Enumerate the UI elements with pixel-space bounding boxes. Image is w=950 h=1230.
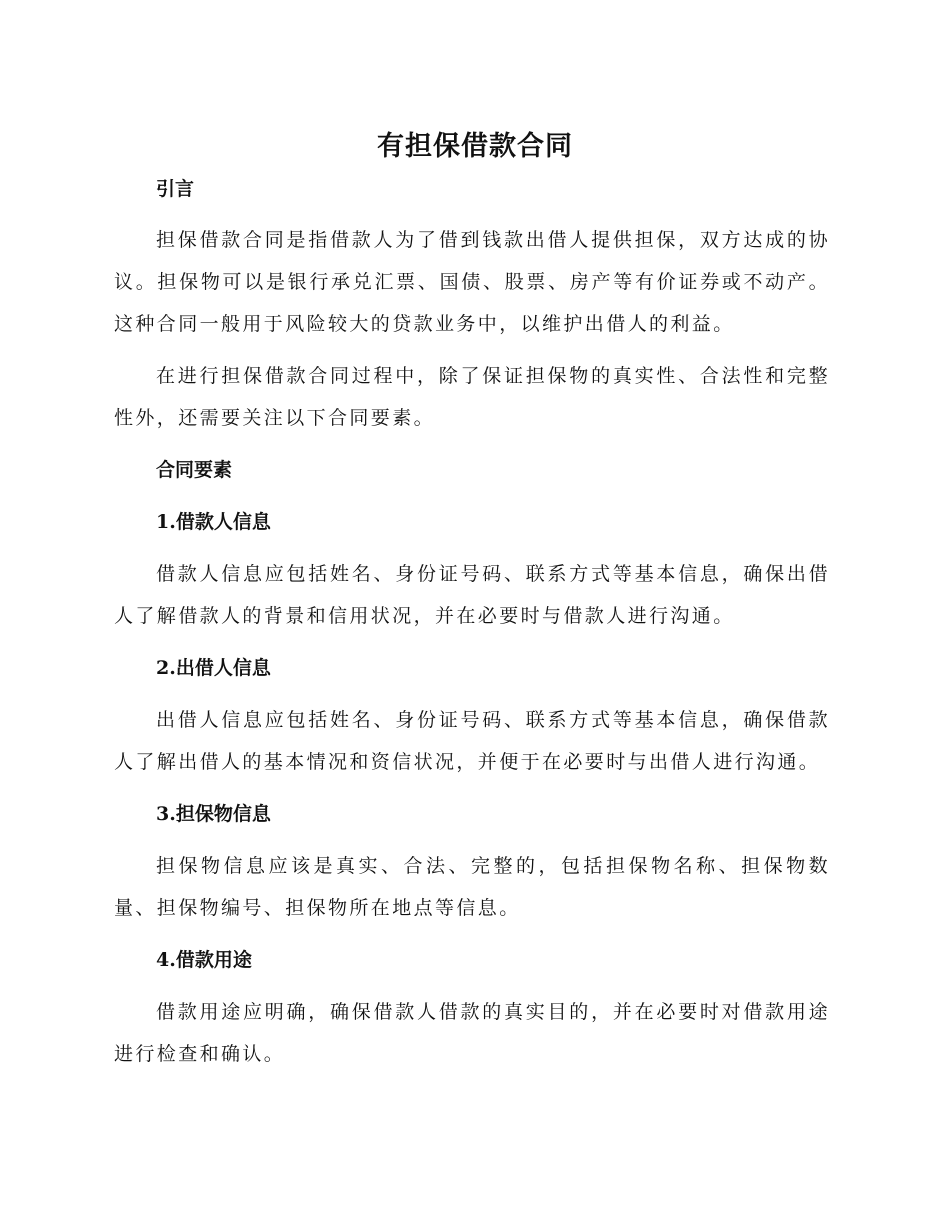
section-2-heading: 2.出借人信息 xyxy=(156,657,271,679)
section-2-body: 出借人信息应包括姓名、身份证号码、联系方式等基本信息，确保借款人了解出借人的基本情况和资信状况，并便于在必要时与出借人进行沟通。 xyxy=(114,709,830,773)
section-1-body: 借款人信息应包括姓名、身份证号码、联系方式等基本信息，确保出借人了解借款人的背景和信用状况，并在必要时与借款人进行沟通。 xyxy=(114,563,830,627)
intro-paragraph-2: 在进行担保借款合同过程中，除了保证担保物的真实性、合法性和完整性外，还需要关注以下合同要素。 xyxy=(114,365,830,429)
intro-heading: 引言 xyxy=(156,178,195,200)
intro-paragraph-1: 担保借款合同是指借款人为了借到钱款出借人提供担保，双方达成的协议。担保物可以是银行承兑汇票、国债、股票、房产等有价证券或不动产。这种合同一般用于风险较大的贷款业务中，以维护出借人的利益。 xyxy=(114,229,830,335)
section-4-heading: 4.借款用途 xyxy=(156,949,252,971)
section-3-body: 担保物信息应该是真实、合法、完整的，包括担保物名称、担保物数量、担保物编号、担保物所在地点等信息。 xyxy=(114,855,830,919)
contract-elements-heading: 合同要素 xyxy=(156,459,233,481)
section-3-heading: 3.担保物信息 xyxy=(156,803,271,825)
section-4-body: 借款用途应明确，确保借款人借款的真实目的，并在必要时对借款用途进行检查和确认。 xyxy=(114,1001,830,1065)
section-1-heading: 1.借款人信息 xyxy=(156,511,271,533)
document-title: 有担保借款合同 xyxy=(377,131,573,162)
